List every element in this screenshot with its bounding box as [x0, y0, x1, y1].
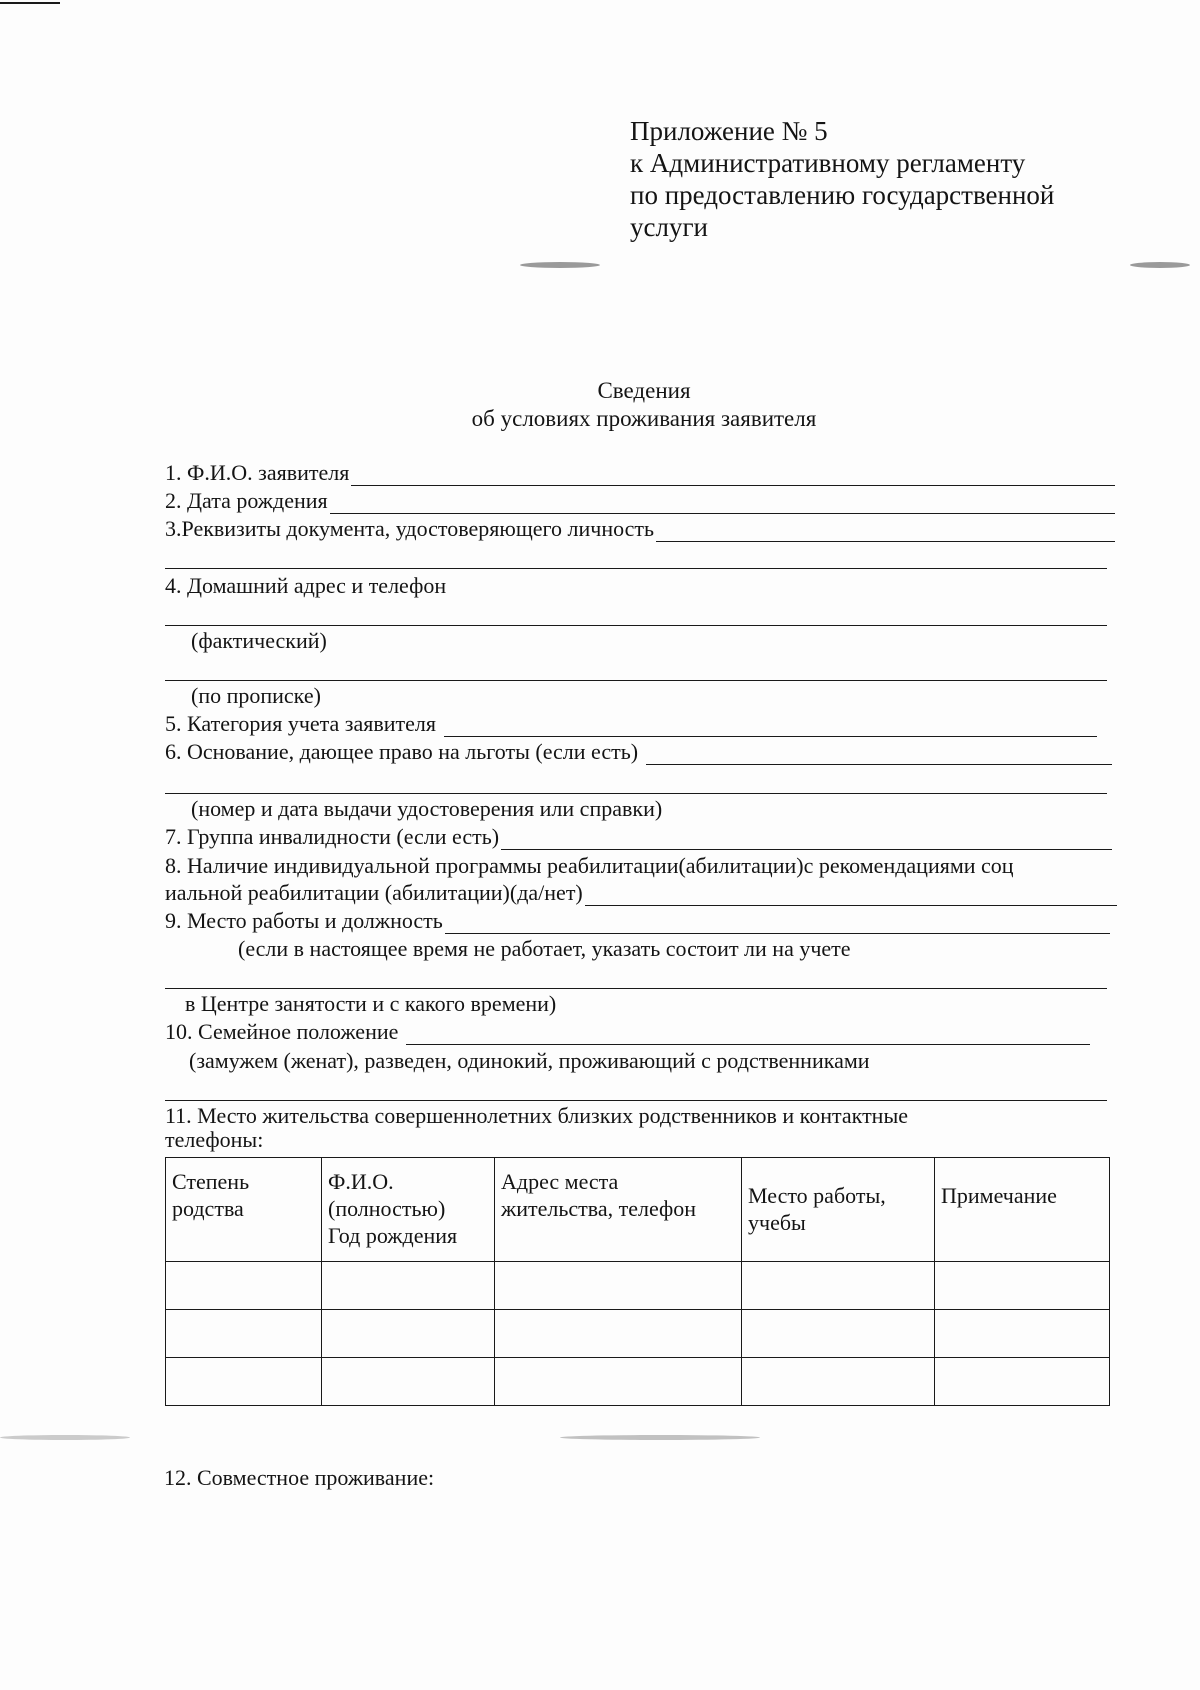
- form-subtitle: об условиях проживания заявителя: [471, 406, 817, 431]
- table-cell[interactable]: [742, 1262, 935, 1310]
- table-cell[interactable]: [166, 1262, 322, 1310]
- column-header-workplace: Место работы, учебы: [742, 1158, 935, 1262]
- table-cell[interactable]: [322, 1262, 495, 1310]
- input-line[interactable]: [646, 742, 1112, 765]
- field-full-name: [165, 460, 1115, 486]
- table-cell[interactable]: [742, 1310, 935, 1358]
- workplace-note-1: (если в настоящее время не работает, указать состоит ли на учете: [238, 936, 851, 961]
- field-birth-date: [165, 488, 1115, 514]
- input-line[interactable]: [165, 568, 1107, 569]
- table-header-row: [166, 1158, 1110, 1262]
- address-registered-note: (по прописке): [191, 683, 321, 708]
- scan-noise: [1130, 262, 1190, 268]
- scan-noise: [560, 1435, 760, 1440]
- field-benefits-basis: [165, 739, 1112, 765]
- field-rehab-program: [165, 880, 1117, 906]
- field-rehab-program-label: 8. Наличие индивидуальной программы реабилитации(абилитации)с рекомендациями соц: [165, 853, 1014, 878]
- field-label: 5. Категория учета заявителя: [165, 711, 437, 736]
- input-line[interactable]: [165, 1100, 1107, 1101]
- table-row: [166, 1358, 1110, 1406]
- table-cell[interactable]: [935, 1262, 1110, 1310]
- field-label: 10. Семейное положение: [165, 1019, 399, 1044]
- table-cell[interactable]: [742, 1358, 935, 1406]
- input-line[interactable]: [501, 827, 1112, 850]
- column-header-notes: Примечание: [935, 1158, 1110, 1262]
- table-cell[interactable]: [495, 1358, 742, 1406]
- field-disability-group: [165, 824, 1112, 850]
- input-line[interactable]: [585, 883, 1117, 906]
- input-line[interactable]: [165, 680, 1107, 681]
- relatives-table: [165, 1157, 1110, 1406]
- column-header-full-name: Ф.И.О. (полностью) Год рождения: [322, 1158, 495, 1262]
- scan-noise: [0, 1435, 130, 1440]
- field-label: 6. Основание, дающее право на льготы (если есть): [165, 739, 639, 764]
- relatives-section-label-2: телефоны:: [165, 1127, 264, 1152]
- appendix-line-3: по предоставлению государственной: [630, 180, 1055, 210]
- marital-status-note: (замужем (женат), разведен, одинокий, проживающий с родственниками: [189, 1048, 870, 1073]
- table-cell[interactable]: [322, 1310, 495, 1358]
- table-cell[interactable]: [166, 1310, 322, 1358]
- field-label: 2. Дата рождения: [165, 488, 328, 513]
- table-cell[interactable]: [495, 1262, 742, 1310]
- input-line[interactable]: [445, 911, 1110, 934]
- table-cell[interactable]: [166, 1358, 322, 1406]
- field-id-document: [165, 516, 1115, 542]
- appendix-number: Приложение № 5: [630, 116, 828, 146]
- field-marital-status: [165, 1019, 1090, 1045]
- appendix-line-4: услуги: [630, 212, 708, 242]
- relatives-section-label-1: 11. Место жительства совершеннолетних близких родственников и контактные: [165, 1103, 909, 1128]
- column-header-address: Адрес места жительства, телефон: [495, 1158, 742, 1262]
- cohabitation-label: 12. Совместное проживание:: [164, 1465, 435, 1490]
- input-line[interactable]: [165, 793, 1107, 794]
- table-row: [166, 1310, 1110, 1358]
- appendix-header: [630, 115, 1054, 243]
- field-home-address-label: 4. Домашний адрес и телефон: [165, 573, 447, 598]
- appendix-line-2: к Административному регламенту: [630, 148, 1026, 178]
- scan-noise: [520, 262, 600, 268]
- field-label: иальной реабилитации (абилитации)(да/нет): [165, 880, 583, 905]
- field-label: 3.Реквизиты документа, удостоверяющего личность: [165, 516, 655, 541]
- table-cell[interactable]: [935, 1310, 1110, 1358]
- field-workplace: [165, 908, 1110, 934]
- table-cell[interactable]: [935, 1358, 1110, 1406]
- workplace-note-2: в Центре занятости и с какого времени): [185, 991, 557, 1016]
- field-label: 7. Группа инвалидности (если есть): [165, 824, 500, 849]
- address-actual-note: (фактический): [191, 628, 327, 653]
- table-cell[interactable]: [322, 1358, 495, 1406]
- input-line[interactable]: [330, 491, 1115, 514]
- input-line[interactable]: [165, 988, 1107, 989]
- field-label: 1. Ф.И.О. заявителя: [165, 460, 350, 485]
- table-cell[interactable]: [495, 1310, 742, 1358]
- input-line[interactable]: [165, 625, 1107, 626]
- input-line[interactable]: [656, 519, 1115, 542]
- form-title: Сведения: [597, 378, 691, 403]
- input-line[interactable]: [406, 1022, 1090, 1045]
- column-header-relation: Степень родства: [166, 1158, 322, 1262]
- benefits-note: (номер и дата выдачи удостоверения или справки): [191, 796, 663, 821]
- field-registration-category: [165, 711, 1097, 737]
- field-label: 9. Место работы и должность: [165, 908, 443, 933]
- scan-artifact: [0, 2, 60, 4]
- table-row: [166, 1262, 1110, 1310]
- input-line[interactable]: [351, 463, 1115, 486]
- input-line[interactable]: [444, 714, 1097, 737]
